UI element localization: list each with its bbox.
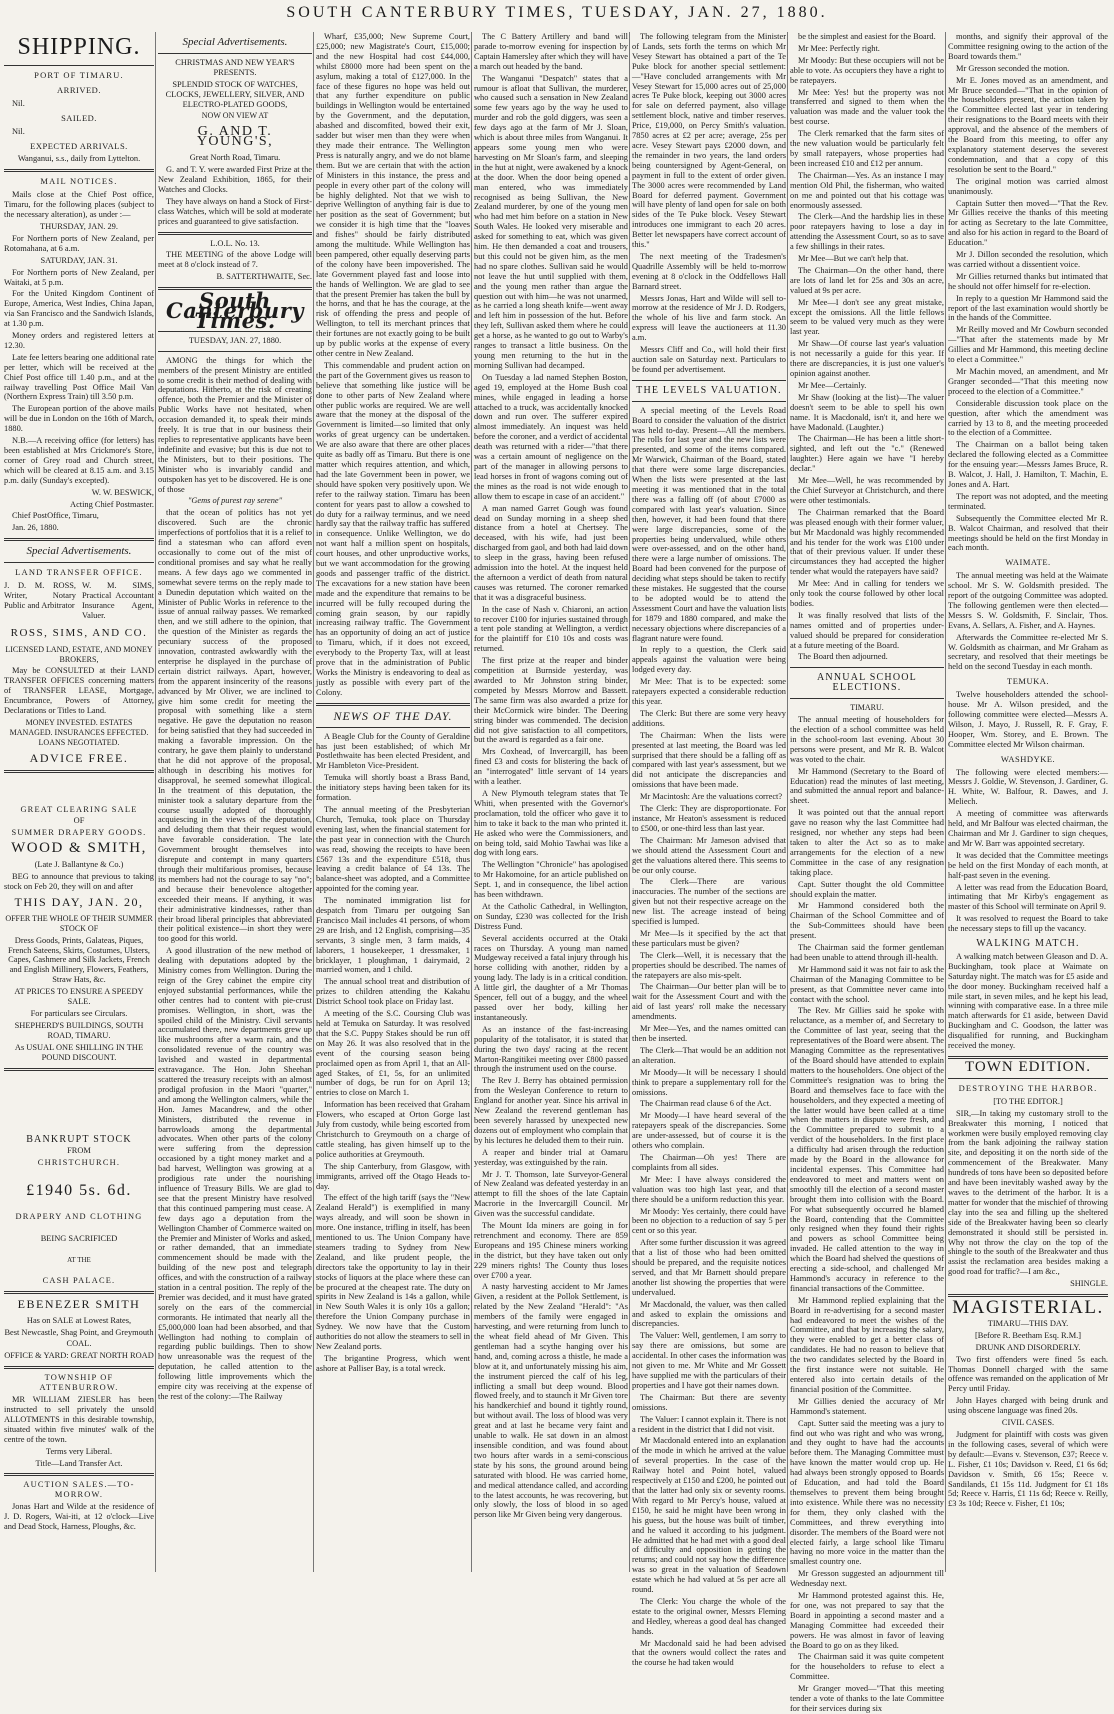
editorial-dateline: TUESDAY, JAN. 27, 1880. [188,335,282,345]
special-ads-heading: Special Advertisements. [182,36,288,48]
report-paragraph: Mr Hammond said it was not fair to ask the Chairman of the Managing Committee to be present, as that Committee never came into contact with the school. [790,964,944,1004]
ebenezer-coal: COAL. [66,1339,92,1349]
lol-heading: L.O.L. No. 13. [210,238,260,248]
report-paragraph: Mr Mee—Well, he was recommended by the Chief Surveyor at Christchurch, and there were other testimonials. [790,476,944,505]
mail-date: SATURDAY, JAN. 31. [40,255,118,265]
report-paragraph: The Clerk remarked that the farm sites of the new valuation would be particularly felt by small ratepayers, whose properties had been increased £10 and £12 per annum. [790,129,944,168]
report-paragraph: Mr Granger moved—"That this meeting tender a vote of thanks to the late Committee for their services during six [790,1684,944,1713]
news-item: The Wanganui "Despatch" states that a rumour is afloat that Sullivan, the murderer, who caused such a sensation in New Zealand some few years ago by the way he used to murder and rob the gold diggers, was seen a few days ago at the farm of Mr J. Sloan, which is about three miles from Wanganui. It appears some young men who were harvesting on Mr Sloan's farm, and sleeping in the hut at night, were awakened by a knock at the door. When the door being opened a man entered, who was immediately recognised as being Sullivan, the New Zealand murderer, by one of the young men who had met him before on a station in New South Wales. He looked very miserable and asked for something to eat, which was given him. He then demanded a coat and trousers, but this could not be given him, as the men had no spare clothes. Sullivan said he would not leave the hut until supplied with them, and the young men rather than argue the question out with him—he was not unarmed, as he carried a long sheath knife—went away and left him in possession of the hut. Before they left, Sullivan asked them where he could get a horse, as he wanted to go out to Warby's ranges to transact a little business. On the young men returning to the hut in the morning Sullivan had decamped. [474,73,628,370]
column-town-edition [948,32,1108,1572]
lol-signature: B. SATTERTHWAITE, Sec. [216,272,312,282]
young-paragraph: G. and T. Y. were awarded First Prize at the New Zealand Exhibition, 1865, for their Watches and Clocks. [158,165,312,194]
report-paragraph: be the simplest and easiest for the Board. [798,32,936,41]
report-paragraph: The Clerk—Well, it is necessary that the properties should be described. The names of the ratepayers are also mis-spelt. [632,950,786,980]
report-paragraph: The Valuer: Well, gentlemen, I am sorry to say there are omissions, but some are accidental. In other cases the information was not given to me. Mr White and Mr Gossett have supplied me with the particulars of their properties and I have got their names down. [632,1331,786,1390]
news-of-the-day-heading: NEWS OF THE DAY. [333,708,453,723]
mail-paragraph: For Northern ports of New Zealand, per Waitaki, at 5 p.m. [4,267,154,287]
bankrupt-stock: BANKRUPT STOCK [26,1133,132,1145]
report-paragraph: Captain Sutter then moved—"That the Rev. Mr Gillies receive the thanks of this meeting for acting as Secretary to the late Committee, and also for his action in regard to the Board of Education." [948,198,1108,248]
attenburrow-paragraph: MR WILLIAM ZIESLER has been instructed to sell privately the unsold ALLOTMENTS in this desirable township, situated within five minutes' walk of the centre of the town. [4,1395,154,1444]
report-paragraph: The Clerk—And the hardship lies in these poor ratepayers having to lose a day in attending the Assessment Court, so as to save a few shillings in their rates. [790,212,944,252]
town-edition-heading: TOWN EDITION. [964,1059,1092,1075]
report-paragraph: Mr Mee: And in calling for tenders we only took the course followed by other local bodies. [790,579,944,608]
column-editorial [158,32,312,1572]
news-item: The Wellington "Chronicle" has apologised to Mr Hakomoine, for an article published on Sept. 1, and in consequence, the libel action has been withdrawn. [474,860,628,900]
report-paragraph: Mr Hammond considered both the Chairman of the School Committee and of the Sub-Committees should have been present. [790,901,944,941]
report-paragraph: Mr J. Dillon seconded the resolution, which was carried without a dissentient voice. [948,250,1108,269]
report-paragraph: It was finally resolved that lists of the names omitted and of properties under-valued should be prepared for consideration at a future meeting of the Board. [790,610,944,650]
column-news-continued [474,32,628,1572]
editorial-paragraph: A good illustration of the new method of dealing with deputations adopted by the Ministry comes from Wellington. During the reign of the Grey cabinet the empire city enjoyed substantial performances, while the other centres had to content with pie-crust promises. Wellington, in short, was the spoiled child of the Ministry. Civil servants accumulated there, new departments grew up like mushrooms after a warm rain, and the consolidated revenue of the country was lavished and wasted in departmental extravagance. The Hon. John Sheehan scattered the treasury receipts with an almost prodigal profusion in the Maori "quarter," and among the Wellington calmers, while the Hon. James Macandrew, and the other Ministers, distributed the revenue in barrowloads among the departmental advocates. When other parts of the colony were suffering from the depression occasioned by a tight money market and a bad harvest, Wellington was growing at a prodigious rate under the nourishing influence of Treasury Bills. We are glad to see that the present Ministry have resolved that this continued pampering must cease. A few days ago a deputation from the Wellington Chamber of Commerce waited on the Premier and Minister of Works and asked, or rather demanded, that an immediate commencement should be made with the building of the new post and telegraph offices, and with the construction of a railway station in a central position. The reply of the Premier was decided, and it must have grated sorely on the ears of the commercial cormorants. He intimated that nearly all the £5,000,000 loan had been absorbed, and that Wellington had nothing to complain of regarding public buildings. Then to show how unreasonable was the request of the deputation, he called attention to the following little improvements which the empire city was receiving at the expense of the rest of the colony:—The Railway [158,946,312,1401]
arrived-label: ARRIVED. [57,84,101,95]
news-item: A reaper and binder trial at Oamaru yesterday, was extinguished by the rain. [474,1147,628,1167]
sailed-label: SAILED. [61,112,97,123]
news-item: The nominated immigration list for despatch from Timaru per outgoing San Francisco Mail includes 41 persons, of whom 29 are Irish, and 12 English, comprising—35 servants, 3 single men, 3 farm maids, 4 laborers, 1 housekeeper, 1 dressmaker, 1 bricklayer, 1 ploughman, 1 dairymaid, 2 married women, and 1 child. [316,896,470,975]
drapery-clothing: DRAPERY AND CLOTHING [15,1212,143,1222]
news-item: Information has been received that Graham Flowers, who escaped at Orton Gorge last July from custody, while being escorted from Christchurch to Greymouth on a charge of cattle stealing, has given himself up to the police authorities at Greymouth. [316,1100,470,1159]
column-rule [787,32,788,1572]
report-paragraph: Mr Hammond protested against this. He, for one, was not prepared to say that the Board in appointing a second master and a Managing Committee had exceeded their powers. He was almost in favor of leaving the Board to go on as they liked. [790,1591,944,1650]
column-rule [945,32,946,1572]
report-paragraph: The Chairman on a ballot being taken declared the following elected as a Committee for the ensuing year:—Messrs James Bruce, R. B. Walcot, J. Hall, J. Hamilton, T. Machin, E. Jones and A. Hart. [948,440,1108,489]
mail-paragraph: N.B.—A receiving office (for letters) has been established at Mrs Crickmore's Store, corner of Grey road and Church street, which will be cleared at 8.15 a.m. and 3.15 p.m. daily (Sunday's excepted). [4,436,154,485]
news-item: The annual school treat and distribution of prizes to children attending the Kakahu District School took place on Friday last. [316,977,470,1007]
report-paragraph: The Board then adjourned. [798,652,888,662]
report-paragraph: The Chairman: But there are seventy omissions. [632,1392,786,1412]
news-item: In the case of Nash v. Chiaroni, an action to recover £100 for injuries sustained through a tent pole standing at Wellington, a verdict for the plaintiff for £10 10s and costs was returned. [474,604,628,654]
report-paragraph: Mr Machin moved, an amendment, and Mr Granger seconded—"That this meeting now proceed to the election of a Committee." [948,367,1108,396]
report-paragraph: Mr Shaw—Of course last year's valuation is not necessarily a guide for this year. If there are discrepancies, it is just one valuer's opinion against another. [790,339,944,378]
column-news [316,32,470,1572]
young-address: Great North Road, Timaru. [189,153,281,163]
report-paragraph: Mr Mee: Perfectly right. [798,43,880,53]
letter-paragraph: SIR,—In taking my customary stroll to the Breakwater this morning, I noticed that workmen were busily employed removing clay from the bank adjoining the railway station site, and depositing it on the north side of the commencement of the Breakwater. Many hundreds of tons have been so deposited before and have been inevitably washed away by the waves to the detriment of the harbor. It is a matter for wonder that the mischief of throwing clay into the sea and filling up the sheltered side of the Breakwater having been so clearly demonstrated it should still be persisted in. Why not throw the clay on the top of the shingle to the south of the Breakwater and thus assist the reclamation area besides making a good road for traffic?—I am &c., [948,1108,1108,1277]
news-item: Several accidents occurred at the Otaki races on Thursday. A young man named Mudgeway received a fatal injury through his horse colliding with another, ridden by a young lady. The lady is in a critical condition. A little girl, the daughter of a Mr Thomas Spencer, fell out of a buggy, and the wheel passed over her body, killing her instantaneously. [474,933,628,1022]
report-paragraph: The Clerk—That would be an addition not an alteration. [632,1045,786,1065]
report-paragraph: The following were elected members:—Messrs J. Goldie, W. Stevenson, J. Gardiner, G. H. White, W. Balfour, R. Dawes, and J. Meliech. [948,767,1108,807]
wood-circulars: For particulars see Circulars. [30,1008,128,1018]
report-paragraph: Capt. Sutter said the meeting was a jury to find out who was right and who was wrong, and they ought to have had the accounts before them. The Managing Committee must have known the matter would crop up. He had always been strongly opposed to Boards of Education, and had told the Board themselves to prevent them being brought into existence. While there was no necessity for them, they only clashed with the Committees, and threw everything into disorder. The members of the Board were not elected fairly, a large school like Timaru having no more voice in the matter than the smallest country one. [790,1418,944,1567]
auction-heading: AUCTION SALES.—TO-MORROW. [23,1480,135,1500]
report-paragraph: The original motion was carried almost unanimously. [948,176,1108,196]
news-item: Messrs Cliff and Co., will hold their first auction sale on Saturday next. Particulars to be found per advertisement. [632,345,786,374]
report-paragraph: Mr Moody: Yes certainly, there could have been no objection to a reduction of say 5 per cent or so this year. [632,1206,786,1236]
timaru-label: TIMARU. [850,703,884,713]
news-item: A Beagle Club for the County of Geraldine has just been established; of which Mr Postlethwaite has been elected President, and Mr Hambleton Vice-President. [316,731,470,771]
report-paragraph: The Chairman—Our better plan will be to wait for the Assessment Court and with the aid of last years' roll make the necessary amendments. [632,982,786,1022]
report-paragraph: Mr Gresson suggested an adjournment till Wednesday next. [790,1569,944,1589]
ross-left: J. D. M. ROSS, Writer, Notary Public and Arbitrator [4,581,76,610]
court-paragraph: Two first offenders were fined 5s each. Thomas Donnell charged with the same offence was remanded on the application of Mr Percy until Friday. [948,1354,1108,1394]
bankrupt-from: FROM [67,1146,91,1156]
harbor-heading: DESTROYING THE HARBOR. [958,1082,1098,1093]
report-paragraph: After some further discussion it was agreed that a list of those who had been omitted should be prepared, and the requisite notices served, and that Mr Barnett should prepare another list showing the properties that were undervalued. [632,1238,786,1297]
report-paragraph: Mr Macdonald said he had been advised that the owners would collect the rates and the course he had taken would [632,1638,786,1668]
lol-paragraph: THE MEETING of the above Lodge will meet at 8 o'clock instead of 7. [158,250,312,270]
wood-late: (Late J. Ballantyne & Co.) [34,860,124,870]
report-paragraph: Mr Moody: But these occupiers will not be able to vote. As occupiers they have a right to be ratepayers. [790,55,944,85]
report-paragraph: It was resolved to request the Board to take the necessary steps to fill up the vacancy. [948,914,1108,934]
ebenezer-office: OFFICE & YARD: GREAT NORTH ROAD [4,1351,154,1361]
report-paragraph: Mr Moody—It will be necessary I should think to prepare a supplementary roll for the omissions. [632,1067,786,1097]
column-rule [155,32,156,1572]
editorial-paragraph: This commendable and prudent action on the part of the Government gives us reason to believe that something like justice will be done to other parts of New Zealand where other public works are required. We are well aware that the money at the disposal of the Government is limited—so limited that only works of great urgency can be undertaken. We are also aware that there are other places quite as badly off as Timaru. But there is one matter which requires attention, and which, had the late Government been in power, we should have spoken very positively upon. We refer to the railway station. Timaru has been content for years past to allow a cowshed to do duty for a railway terminus, and we need hardly say that the railway traffic has suffered in consequence. Unlike Wellington, we do not want half a million spent on hospitals, court houses, and other unproductive works, but we want accommodation for the growing goods and passenger traffic of the district. The excavations for a new station have been made and the expenditure that remains to be incurred will be fully recouped during the coming grain season, by our rapidly increasing railway traffic. The Government has an opportunity of doing an act of justice to Timaru, which, if it does not exceed, everybody to the Property Tax, will at least prove that in the administration of Public Works the Ministry is endeavoring to deal as justly as possible with every part of the Colony. [316,360,470,697]
column-rule [629,32,630,1572]
mail-paragraph: Late fee letters bearing one additional rate per letter, which will be received at the Chief Post office till 1.40 p.m., and at the railway travelling Post Office Mail Van (Northern Express Train) till 3.50 p.m. [4,352,154,402]
wood-items: Dress Goods, Prints, Galateas, Piques, French Sateens, Skirts, Costumes, Ulsters, Capes, Cashmere and Silk Jackets, French and English Millinery, Flowers, Feathers, Straw Hats, &c. [8,935,150,985]
news-item: At the Catholic Cathedral, in Wellington, on Sunday, £230 was collected for the Irish Distress Fund. [474,901,628,931]
now-on-view: NOW ON VIEW AT [201,111,269,121]
report-paragraph: The Chairman remarked that the Board was pleased enough with their former valuer, but Mr Macdonald was highly recommended and his tender for the work was £100 under that of their previous valuer. If under these circumstances they had accepted the higher tender what would the ratepayers have said? [790,507,944,577]
letter-signature: SHINGLE. [1070,1279,1108,1289]
report-paragraph: The annual meeting was held at the Waimate school. Mr S. W. Goldsmith presided. The report of the outgoing Committee was adopted. The following gentlemen were then elected—Messrs S. W. Goldsmith, F. Sinclair, Thos. Evans, A. Sellars, A. Fisher, and A. Haynes. [948,571,1108,630]
report-paragraph: Mr Mee: Yes! but the property was not transferred and signed to them when the valuation was made and the valuer took the best course. [790,87,944,127]
mail-date: THURSDAY, JAN. 29. [40,221,118,231]
mail-paragraph: The European portion of the above mails will be due in London on the 16th of March, 1880. [4,404,154,434]
news-item: The effect of the high tariff (says the "New Zealand Herald") is exemplified in many ways already, and will soon be shown in more. One instance, trifling in itself, has been mentioned to us. The Union Company have steamers trading to Sydney from New Zealand, and like prudent people, the directors take the opportunity to lay in their stocks of liquors at the place where these can be procured at the cheapest rate. The duty on spirits in New Zealand is 14s a gallon, while in New South Wales it is only 10s a gallon; therefore the Union Company purchase in Sydney. We now have that the Custom authorities do not allow the steamers to sell in New Zealand ports. [316,1193,470,1351]
bankrupt-amount: £1940 5s. 6d. [26,1182,132,1200]
editorial-paragraph: AMONG the things for which the members of the present Ministry are entitled to some credit is their method of dealing with deputations. Hitherto, at the risk of creating offence, both the Premier and the Minister of Public Works have not hesitated, when occasion demanded it, to speak their minds freely. It is true that in our business their replies to representative applicants have been indefinite and evasive; but this is due not to the Ministers, but to their positions. The Minister who is invariably candid and outspoken has yet to be discovered. He is one of those [158,355,312,494]
ebenezer-smith: EBENEZER SMITH [17,1296,141,1311]
news-item: The Mount Ida miners are going in for retrenchment and economy. There are 859 Europeans and 195 Chinese miners working in the district, but they have taken out only 229 miners rights! The County thus loses over £700 a year. [474,1221,628,1280]
news-item: Mrs Coxhead, of Invercargill, has been fined £3 and costs for blistering the back of an "interrogated" little servant of 14 years with a leather. [474,747,628,787]
christmas-presents: CHRISTMAS AND NEW YEAR'S PRESENTS. [175,57,295,77]
special-ads-heading: Special Advertisements. [26,545,132,558]
news-item: A nasty harvesting accident to Mr James Given, a resident at the Pollok Settlement, is related by the New Zealand "Herald": "As members of the family were engaged in harvesting, and were returning from lunch to the wheat field ahead of Mr Given. This gentleman had a scythe hanging over his hand, and, coming across a thistle, he made a blow at it, and unfortunately missing his aim, the instrument pierced the calf of his leg, inflicting a small but deep wound. Blood flowed freely, and to staunch it Mr Given tore his handkerchief and bound it tightly round, but without avail. The loss of blood was very great and at last he became very faint and unable to walk. He sat down in an almost insensible condition, and was found about two hours after wards in a semi-conscious state by his sons, the ground around being saturated with blood. He was carried home, and medical attendance called, and according to the latest accounts, he was recovering, but only slowly, the loss of blood in so aged person like Mr Given being very dangerous. [474,1282,628,1520]
news-item: The C Battery Artillery and band will parade to-morrow evening for inspection by Captain Hamersley after which they will have a march out headed by the band. [474,32,628,71]
to-editor-label: [TO THE EDITOR.] [993,1096,1063,1106]
page-masthead: SOUTH CANTERBURY TIMES, TUESDAY, JAN. 27, 1880. [286,4,828,21]
cash-palace: CASH PALACE. [42,1275,116,1285]
waimate-label: WAIMATE. [1005,557,1051,568]
news-item: The following telegram from the Minister of Lands, sets forth the terms on which Mr Vesey Stewart has obtained a part of the Te Puke block for another special settlement:—"Have concluded arrangements with Mr Vesey Stewart for 15,000 acres out of 25,000 acres Te Puke block, keeping out 3000 acres for sale on deferred payment, also village settlement block, native and timber reserves. Price, £19,000, on Percy Smith's valuation. 7850 acres at £2 per acre; average, 25s per acre. Vesey Stewart pays £2000 down, and the remainder in two years, the land orders being countersigned by Agent-General, on payment in full to the extent of order given. The 3000 acres were recommended by Land Board for deferred payment. Government will have plenty of land open for sale on both sides of the Te Puke block. Vesey Stewart introduces one immigrant to each 20 acres. Better let newspapers have correct account of this." [632,32,786,250]
report-paragraph: In reply to a question, the Clerk said appeals against the valuation were being lodged every day. [632,645,786,675]
arrived-nil: Nil. [12,98,25,108]
port-heading: PORT OF TIMARU. [34,70,124,80]
news-item: The ship Canterbury, from Glasgow, with immigrants, arrived off the Otago Heads to-day. [316,1161,470,1191]
court-paragraph: Judgment for plaintiff with costs was given in the following cases, several of which were by default:—Evans v. Stevenson, £37; Reece v. L. Fisher, £1 10s; Davidson v. Reed, £1 6s 6d; Davidson v. Smith, £6 15s; Reece v. Sandilands, £1 15s 11d. Judgment for £1 18s 5d; Reece v. Harris, £1 11s 6d; Reece v. Reilly, £3 3s 10d; Reece v. Fisher, £1 10s; [948,1430,1108,1509]
report-paragraph: Mr Mee—Yes, and the names omitted can then be inserted. [632,1024,786,1043]
report-paragraph: Mr Gillies denied the accuracy of Mr Hammond's statement. [790,1396,944,1416]
shepherds-buildings: SHEPHERD'S BUILDINGS, SOUTH ROAD, TIMARU. [14,1020,144,1040]
report-paragraph: The Clerk: But there are some very heavy additions. [632,708,786,728]
report-paragraph: Mr Hammond replied explaining that the Board in re-advertising for a second master had endeavored to meet the wishes of the Committee, and that by increasing the salary, they were enabled to get a better class of candidates. He had no reason to believe that the two candidates selected by the Board in the first instance were not suitable. He entered also into certain details of the financial position of the Committee. [790,1295,944,1394]
ross-paragraph: May be CONSULTED at their LAND TRANSFER OFFICES concerning matters of TRANSFER LEASE, Mortgage, Encumbrance, Powers of Attorney, Declarations or Titles to Land. [4,666,154,716]
report-paragraph: The Chairman—He has been a little short-sighted, and left out the "c." (Renewed laughter.) Here again we have "I hereby declar." [790,434,944,474]
report-paragraph: Mr Moody—I have heard several of the ratepayers speak of the discrepancies. Some are under-assessed, but of course it is the others who complain. [632,1111,786,1151]
report-paragraph: Mr E. Jones moved as an amendment, and Mr Bruce seconded—"That in the opinion of the householders present, the action taken by the Committee elected last year in tendering their resignations to the Board meets with their approval, and the absence of the members of the Board from this meeting, to offer any explanatory statement deserves the severest condemnation, and that a copy of this resolution be sent to the Board." [948,75,1108,174]
news-item: A New Plymouth telegram states that Te Whiti, when presented with the Governor's proclamation, told the officer who gave it to him to take it back to the man who printed it. He asked who were the Commissioners, and on being told, said Mohio Tawhai was like a dog with long ears. [474,788,628,858]
advice-free: ADVICE FREE. [29,750,129,765]
clearing-of: OF [73,816,85,826]
news-item: Mr J. T. Thomson, late Surveyor-General of New Zealand was defeated yesterday in an attempt to fill the shoes of the late Captain Macrorie in the Invercargill Council. Mr Given was the successful candidate. [474,1169,628,1219]
report-paragraph: Mr Mee: I have always considered the valuation was too high last year, and that there should be a uniform reduction this year. [632,1174,786,1204]
column-levels-valuation [632,32,786,1668]
column-school-elections [790,32,944,1713]
clearing-sale: GREAT CLEARING SALE [20,804,138,814]
editorial-quote: "Gems of purest ray serene" [187,496,283,506]
wood-smith-title: WOOD & SMITH, [11,840,147,857]
temuka-label: TEMUKA. [1007,676,1049,687]
report-paragraph: Afterwards the Committee re-elected Mr S. W. Goldsmith as chairman, and Mr Graham as secretary, and resolved that their meetings be held on the second Tuesday in each month. [948,632,1108,672]
magisterial-heading: MAGISTERIAL. [952,1297,1104,1319]
report-paragraph: The Valuer: I cannot explain it. There is not a resident in the district that I did not visit. [632,1414,786,1434]
sailed-nil: Nil. [12,126,25,136]
report-paragraph: A letter was read from the Education Board, intimating that Mr Kirby's engagement as master of this School will terminate on April 9. [948,882,1108,912]
young-title: G. AND T. YOUNG'S, [196,124,274,150]
ross-sub: LICENSED LAND, ESTATE, AND MONEY BROKERS, [5,644,153,664]
report-paragraph: Mr Macdonald entered into an explanation of the mode in which he arrived at the value of several properties. In the case of the Railway hotel and Point hotel, valued respectively at £150 and £200, he pointed out that the latter had only six or seventy rooms. With regard to Mr Percy's house, valued at £150, he said he might have been wrong in his guess, but the house was built of timber, and he valued it according to his judgment. He admitted that he had met with a good deal of difficulty and opposition in getting the returns; and could not say how the difference was so great in the valuation of Seadown estate which he had valued at 5s per acre all round. [632,1436,786,1595]
report-paragraph: A meeting of committee was afterwards held, and Mr Balfour was elected chairman, the Chairman and Mr J. Gardiner to sign cheques, and Mr W. Barr was appointed secretary. [948,809,1108,848]
report-paragraph: Mr Mee—I don't see any great mistake, except the omissions. All the little fellows seem to be valued very much as they were last year. [790,297,944,337]
mail-heading: MAIL NOTICES. [40,176,118,187]
editorial-paragraph: Wharf, £35,000; New Supreme Court, £25,000; new Magistrate's Court, £15,000; and the new Hospital had cost £44,000, whilst £8000 more had been spent on the asylum, making a total of £127,000. In the face of these figures no hope was held out that any further expenditure on public buildings in Wellington would be entertained by the Government, and the deputation, abashed and discomfited, bowed their exit, sadder but wiser men than they were when they made their entrance. The Wellington Press is naturally angry, and we do not blame them. But we are certain that with the action of Ministers in this instance, the press and people in every other part of the colony will be highly delighted. Not that we wish to deprive Wellington of anything fair is due to her position as the seat of Government; but we consider it is high time that the "loaves and fishes" should be fairly distributed among the multitude. While Wellington has been pampered, other equally deserving parts of the colony have been impoverished. The late Government played fast and loose into the hands of Wellington. We are glad to see that the present Premier has taken the bull by the horns, and that he has the courage, at the risk of offending the press and people of Wellington, to tell its merchant princes that their fortunes are not exactly going to be built up by public works at the expense of every other centre in New Zealand. [316,32,470,358]
expected-text: Wanganui, s.s., daily from Lyttelton. [17,154,141,164]
civil-label: CIVIL CASES. [1001,1418,1055,1428]
attenburrow-title-act: Title—Land Transfer Act. [35,1458,123,1468]
report-paragraph: The Chairman: When the lists were presented at last meeting, the Board was led surprised that there should be a falling off as compared with last year's assessment, but we did not anticipate the discrepancies and omissions that have been made. [632,730,786,790]
levels-valuation-heading: THE LEVELS VALUATION. [636,384,782,396]
news-item: The next meeting of the Tradesmen's Quadrille Assembly will be held to-morrow evening at 8 o'clock in the Oddfellows Hall Barnard street. [632,251,786,291]
ebenezer-coal-types: Best Newcastle, Shag Point, and Greymouth [4,1327,154,1337]
report-paragraph: The Chairman—On the other hand, there are lots of land let for 25s and 30s an acre, valued at 9s per acre. [790,265,944,295]
newspaper-flag: South Canterbury Times. [166,288,304,333]
news-item: A meeting of the S.C. Coursing Club was held at Temuka on Saturday. It was resolved that the S.C. Puppy Stakes should be run off on May 26. It was also resolved that in the event of the coursing season being proclaimed open as from April 1, that an All-aged Stakes, of £1, 5s, for an unlimited number of dogs, be run for on April 13; entries to close on March 1. [316,1009,470,1098]
report-paragraph: The Chairman said the former gentleman had been unable to attend through ill-health. [790,943,944,962]
report-paragraph: It was decided that the Committee meetings be held on the first Monday of each month, at half-past seven in the evening. [948,850,1108,880]
attenburrow-terms: Terms very Liberal. [45,1446,113,1456]
mail-signature: Chief PostOffice, Timaru, [12,511,99,521]
column-rule [313,32,314,1572]
auction-paragraph: Jonas Hart and Wilde at the residence of J. D. Rogers, Wai-iti, at 12 o'clock—Live and Dead Stock, Harness, Ploughs, &c. [4,1502,154,1532]
wood-paragraph: BEG to announce that previous to taking stock on Feb 20, they will on and after [4,872,154,891]
mail-signature: Acting Chief Postmaster. [70,499,154,509]
report-paragraph: In reply to a question Mr Hammond said the report of the last examination would shortly be in the hands of the Committee. [948,293,1108,323]
news-item: The first prize at the reaper and binder competition at Burnside yesterday, was awarded to Mr Johnston string binder, competed by Messrs Morrow and Bassett. The same firm was also awarded a prize for their McCormick wire binder. The Deering string binder was commended. The decision did not give satisfaction to all competitors, but the award is regarded as a fair one. [474,656,628,745]
report-paragraph: The Chairman read clause 6 of the Act. [640,1099,772,1109]
column-shipping-ads [4,32,154,1572]
report-paragraph: Mr Hammond (Secretary to the Board of Education) read the minutes of last meeting, and submitted the annual report and balance-sheet. [790,766,944,806]
ross-money: MONEY INVESTED. ESTATES MANAGED. INSURANCES EFFECTED. LOANS NEGOTIATED. [9,717,149,747]
editorial-paragraph: that the ocean of politics has not yet discovered. Such are the chronic imperfections of portfolios that it is a relief to find a statesman who can afford even occasionally to come out of the mist of conditional promises and say what he really means. A few days ago we commented in somewhat severe terms on the reply made to a Dunedin deputation which waited on the Minister of Public Works in reference to the issue of annual railway passes. We remarked then, and we still adhere to the opinion, that the question of the Minister as regards the pecuniary success of the proposed innovation, contrasted awkwardly with the enterprise he displayed in the purchase of certain district railways. Apart, however, from the apparent insincerity of the reasons advanced by Mr Oliver, we are inclined to give him some credit for meeting the proposal with something like a stern negative. He gave the deputation no reason for being satisfied that they had succeeded in making a favorable impression. On the contrary, he gave them plainly to understand that he did not approve of the proposal, although in describing his motives for disapproval, he seemed somewhat illogical. In the treatment of this deputation, the minister took a salutary departure from the course usually adopted of thoroughly acquiescing in the views of the deputation, and deluding them that their request would have favorable consideration. The late Government brought themselves into disrepute and contempt in many quarters through their multifarious promises, because its members had not the courage to say "no"; and because their benevolence altogether exceeded their means. If anything, it was their administrative kindnesses, rather than their broad liberal principles that abbreviated their political existence—in short they were too good for this world. [158,508,312,944]
news-item: On Tuesday a lad named Stephen Boston, aged 19, employed at the Home Bush coal mines, while engaged in leading a horse attached to a truck, was accidentally knocked down and run over. The sufferer expired almost immediately. An inquest was held before the coroner, and a verdict of accidental death was returned with a rider—"that there was a certain amount of negligence on the part of the manager in allowing persons to lead horses in front of wagons coming out of the mines as the road is not wide enough to allow them to escape in case of an accident." [474,372,628,501]
report-paragraph: months, and signify their approval of the Committee resigning owing to the action of the Board towards them." [948,32,1108,61]
being-sacrificed: BEING SACRIFICED [40,1234,118,1244]
report-paragraph: The annual meeting of householders for the election of a school committee was held in the school-room last evening. About 30 persons were present, and Mr R. B. Walcot was voted to the chair. [790,715,944,764]
magisterial-subheading: TIMARU—THIS DAY. [987,1318,1069,1328]
report-paragraph: Mr Gillies returned thanks but intimated that he should not offer himself for re-election. [948,271,1108,291]
land-transfer-heading: LAND TRANSFER OFFICE. [15,567,143,578]
mail-paragraph: For the United Kingdom Continent of Europe, America, West Indies, China Japan, via San Francisco and the Sandwich Islands, at 1.30 p.m. [4,289,154,329]
school-elections-heading: ANNUAL SCHOOL ELECTIONS. [817,672,917,694]
news-item: A man named Garret Gough was found dead on Sunday morning in a sheep shed distance from a hotel at Chertsey. The deceased, with his wife, had just been discharged from gaol, and both had laid down to sleep in the grass, having been refused admission into the hotel. At the inquest held the afternoon a verdict of death from natural causes was returned. The coroner remarked that it was a disgraceful business. [474,503,628,602]
report-paragraph: The Chairman—Yes. As an instance I may mention Old Phil, the fisherman, who waited on me and pointed out that his cottage was enormously assessed. [790,170,944,210]
report-paragraph: A special meeting of the Levels Road Board to consider the valuation of the district was held to-day. Present—All the members. The rolls for last year and the new lists were presented, and some of the items compared. Mr Warwick, Chairman of the Board, stated that there were some large discrepancies. When the lists were presented at the last meeting it was mentioned that in the total there was a falling off (of about £7000 as compared with last year's valuation. Since then, however, it had been found that there were large discrepancies, some of the properties being undervalued, while others were over-assessed, and on the other hand, there were a large number of omissions. The Board had been convened for the purpose of deciding what steps should be taken to rectify these mistakes. He suggested that the course to be adopted would be to attend the Assessment Court and have the valuation lists for 1879 and 1880 compared, and make the necessary objections where discrepancies of a flagrant nature were found. [632,405,786,643]
news-item: Messrs Jonas, Hart and Wilde will sell to-morrow at the residence of Mr J. D. Rodgers, the whole of his live and farm stock. An express will leave the auctioneers at 11.30 a.m. [632,293,786,343]
report-paragraph: Mr Mee: That is to be expected: some ratepayers expected a considerable reduction this year. [632,677,786,706]
report-paragraph: The Clerk: They are disproportionate. For instance, Mr Heaton's assessment is reduced to £500, or one-third less than last year. [632,804,786,833]
report-paragraph: The Rev. Mr Gillies said he spoke with reluctance, as a member of, and Secretary to the Committee of last year, seeing that the representatives of the Board were absent. The Managing Committee as the representatives of the Board should have attended to explain matters to the householders. One object of the Committee's resignation was to bring the Board and themselves face to face with the householders, and they expected a meeting of the latter would have been called at a time when the matters in dispute were fresh, and the Committee prepared to submit to a verdict of the householders. In the first place a difficulty had arisen through the reduction made by the Board in the allowance for incidental expenses. This Committee had endeavored to meet and matters went on smoothly till the election of a second master brought them into collision with the Board. For what subsequently occurred he blamed the Board, contending that the Committee only resigned when they found their rights and powers as school Committee being invaded. He called attention to the way in which the Board had shelved the questions of erecting a side-school, and challenged Mr Hammond's accuracy in reference to the financial transactions of the Committee. [790,1006,944,1293]
walking-match-heading: WALKING MATCH. [976,938,1080,950]
report-paragraph: Mr Reilly moved and Mr Cowburn seconded—"That after the statements made by Mr Gillies and Mr Hammond, this meeting decline to elect a Committee." [948,325,1108,365]
report-paragraph: Mr Mee—Certainly. [798,380,867,390]
report-paragraph: Capt. Sutter thought the old Committee should explain the matter. [790,879,944,899]
mail-paragraph: Money orders and registered letters at 12.30. [4,331,154,350]
wood-prices: AT PRICES TO ENSURE A SPEEDY SALE. [14,987,144,1007]
report-paragraph: It was pointed out that the annual report gave no reason why the last Committee had resigned, nor whether any steps had been taken to alter the Act so as to make arrangements for the election of a new Committee in the case of any resignation taking place. [790,808,944,877]
wood-date: THIS DAY, JAN. 20, [14,894,144,909]
report-paragraph: The Chairman said it was quite competent for the householders to refuse to elect a Committee. [790,1652,944,1682]
mail-signature: Jan. 26, 1880. [12,523,59,533]
mail-signature: W. W. BESWICK, [91,487,154,497]
news-item: The annual meeting of the Presbyterian Church, Temuka, took place on Thursday evening last, when the financial statement for the past year in connection with the Church was read, showing the receipts to have been £567 13s and the expenditure £518, thus leaving a credit balance of £4 13s. The balance-sheet was adopted, and a Committee appointed for the coming year. [316,804,470,894]
report-paragraph: Mr Macdonald, the valuer, was then called and asked to explain the omissions and discrepancies. [632,1299,786,1329]
expected-label: EXPECTED ARRIVALS. [30,140,128,151]
report-paragraph: The report was not adopted, and the meeting terminated. [948,491,1108,511]
report-paragraph: The Chairman: Mr Jameson advised that we should attend the Assessment Court and get the valuations altered there. This seems to be our only course. [632,835,786,875]
report-paragraph: A walking match between Gleason and D. A. Buckingham, took place at Waimate on Saturday night. The match was for £5 aside and the door money. Buckingham received half a mile start, in seven miles, and he kept his lead, winning with comparative ease. In a three mile match afterwards for £1 aside, between David Buckingham and C. Goodson, the latter was disqualified for running, and Buckingham received the money. [948,951,1108,1051]
sims-right: W. M. SIMS, Practical Accountant Insurance Agent, Valuer. [82,581,154,620]
report-paragraph: The Clerk: You charge the whole of the estate to the original owner, Messrs Fleming and Hedley, whereas a good deal has changed hands. [632,1596,786,1636]
report-paragraph: The Chairman—Oh yes! There are complaints from all sides. [632,1152,786,1172]
shilling-discount: As USUAL ONE SHILLING IN THE POUND DISCOUNT. [14,1042,144,1062]
report-paragraph: Subsequently the Committee elected Mr R. B. Walcot Chairman, and resolved that their meetings should be held on the first Monday in each month. [948,513,1108,553]
bankrupt-christchurch: CHRISTCHURCH. [37,1158,121,1168]
news-item: Temuka will shortly boast a Brass Band, the initiatory steps having been taken for its formation. [316,773,470,803]
washdyke-label: WASHDYKE. [1000,753,1056,764]
ross-sims-firm: ROSS, SIMS, AND CO. [10,626,148,639]
attenburrow-title: TOWNSHIP OF ATTENBURROW. [39,1373,119,1393]
report-paragraph: Twelve householders attended the school-house. Mr A. Wilson presided, and the following committee were elected—Messrs A. Wilson, J. Mayo, J. Russell, R. F. Gray, F. Hooper, Wm. Storey, and E. Brown. The Committee elected Mr Wilson chairman. [948,690,1108,749]
report-paragraph: Mr Macintosh: Are the valuations correct? [640,792,783,802]
ebenezer-sale: Has on SALE at Lowest Rates, [26,1315,132,1325]
news-item: The Rev J. Berry has obtained permission from the Wesleyan Conference to return to England for another year. Since his arrival in New Zealand the reverend gentleman has been severely harassed by unexpected new dozens out of employment who complain that by his lectures he deluded them to their ruin. [474,1076,628,1145]
magisterial-before: [Before R. Beetham Esq. R.M.] [974,1330,1082,1340]
news-item: The brigantine Progress, which went ashore at Palliser Bay, is a total wreck. [316,1353,470,1373]
column-rule [471,32,472,1572]
report-paragraph: Mr Shaw (looking at the list)—The valuer doesn't seem to be able to spell his own name. It is Macdonald, isn't it, and here we have Madonald. (Laughter.) [790,392,944,432]
news-item: As an instance of the fast-increasing popularity of the totalisator, it is stated that during the two days' racing at the recent Marton-Rangitikei meeting over £800 passed through the instrument used on the course. [474,1024,628,1074]
court-paragraph: John Hayes charged with being drunk and using obscene language was fined 20s. [948,1396,1108,1416]
young-paragraph: They have always on hand a Stock of First-class Watches, which will be sold at moderate prices and guaranteed to give satisfaction. [158,196,312,226]
report-paragraph: Mr Gresson seconded the motion. [956,63,1070,73]
report-paragraph: Mr Mee—Is it specified by the act that these particulars must be given? [632,928,786,948]
drunk-label: DRUNK AND DISORDERLY. [975,1342,1081,1352]
at-the: AT THE [67,1255,91,1264]
splendid-stock: SPLENDID STOCK OF WATCHES, CLOCKS, JEWELLERY, SILVER, AND ELECTRO-PLATED GOODS, [165,79,305,109]
summer-drapery: SUMMER DRAPERY GOODS. [11,828,147,838]
report-paragraph: Considerable discussion took place on the question, after which the amendment was carried by 13 to 8, and the meeting proceeded to the election of a Committee. [948,398,1108,438]
report-paragraph: The Clerk—There are various inaccuracies. The number of the sections are given but not their respective acreage on the new list. The acreage instead of being specified is lumped. [632,877,786,927]
report-paragraph: Mr Mee—But we can't help that. [798,254,909,264]
wood-offer: OFFER THE WHOLE OF THEIR SUMMER STOCK OF [5,913,153,933]
shipping-heading: SHIPPING. [17,34,141,60]
mail-paragraph: For Northern ports of New Zealand, per Rotomahana, at 6 a.m. [4,233,154,253]
mail-paragraph: Mails close at the Chief Post office, Timaru, for the following places (subject to the necessary alteration), as under :— [4,190,154,220]
